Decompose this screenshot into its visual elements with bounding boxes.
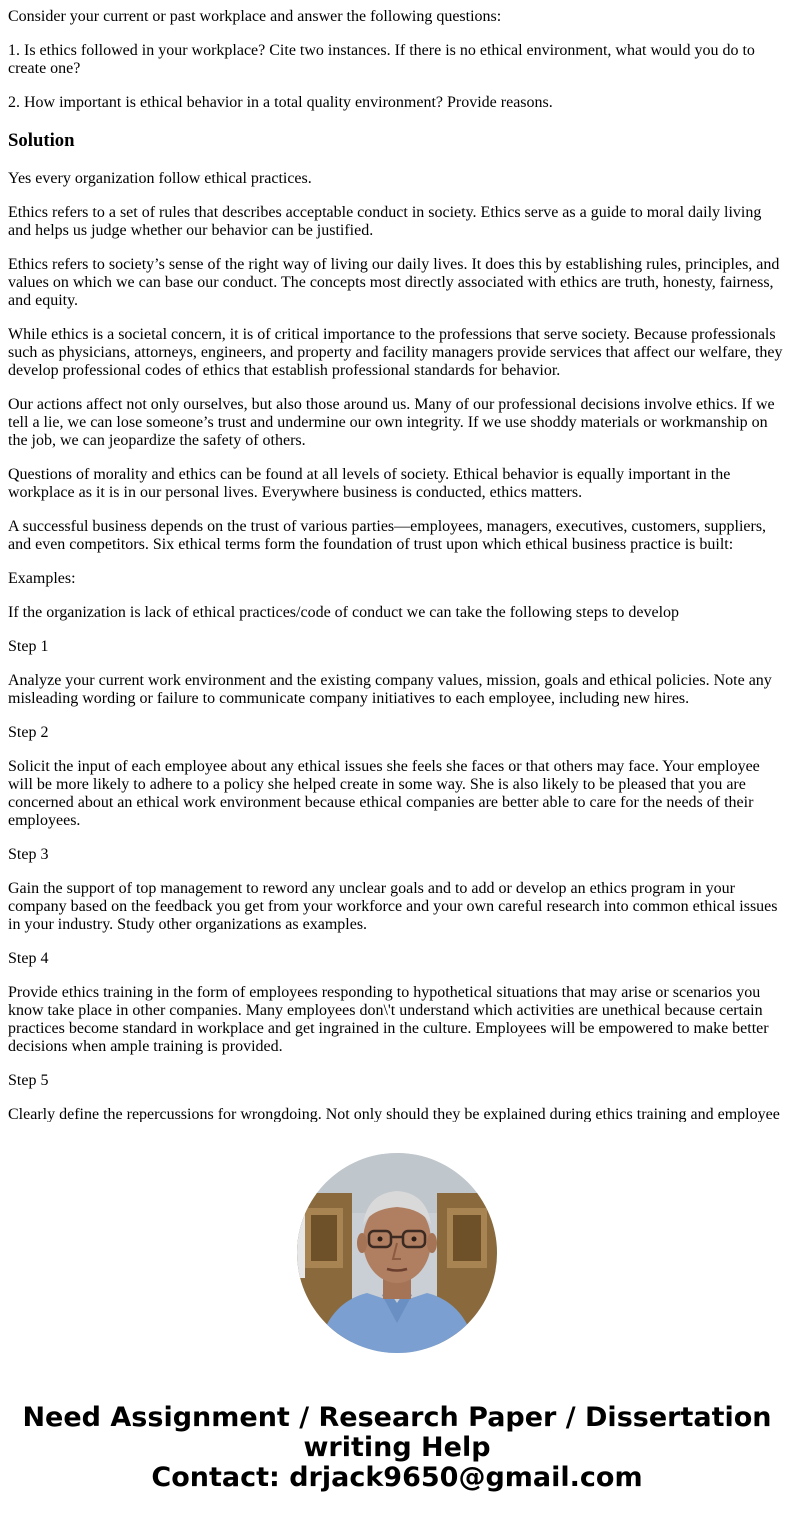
step-label: Step 4 — [8, 950, 49, 967]
promo-line: Need Assignment / Research Paper / Dissertation — [22, 1402, 772, 1433]
solution-paragraph: Questions of morality and ethics can be found at all levels of society. Ethical behavior is equally important in the workplace as it is in our personal lives. Everywhere business is conducted, ethics matters. — [8, 466, 731, 501]
solution-paragraph: Our actions affect not only ourselves, but also those around us. Many of our professional decisions involve ethics. If we tell a lie, we can lose someone’s trust and undermine our own integrity. If we use shoddy materials or workmanship on the job, we can jeopardize the safety of others. — [8, 396, 775, 449]
question-intro: Consider your current or past workplace and answer the following questions: — [8, 8, 502, 25]
step-label: Step 2 — [8, 724, 49, 741]
solution-paragraph: Ethics refers to a set of rules that describes acceptable conduct in society. Ethics serve as a guide to moral daily living and helps us judge whether our behavior can be justified. — [8, 204, 762, 239]
solution-heading: Solution — [8, 130, 75, 151]
contact-line: Contact: drjack9650@gmail.com — [151, 1462, 643, 1493]
author-photo — [297, 1153, 497, 1353]
solution-paragraph: If the organization is lack of ethical practices/code of conduct we can take the following steps to develop — [8, 604, 680, 621]
solution-paragraph: A successful business depends on the trust of various parties—employees, managers, executives, customers, suppliers, and even competitors. Six ethical terms form the foundation of trust upon which ethical business practice is built: — [8, 518, 767, 553]
solution-paragraph: Gain the support of top management to reword any unclear goals and to add or develop an ethics program in your company based on the feedback you get from your workforce and your own careful research into common ethical issues in your industry. Study other organizations as examples. — [8, 880, 778, 933]
document-body — [8, 0, 786, 1122]
solution-paragraph: Analyze your current work environment and the existing company values, mission, goals and ethical policies. Note any misleading wording or failure to communicate company initiatives to each employee, including new hires. — [8, 672, 772, 707]
solution-paragraph: Examples: — [8, 570, 76, 587]
solution-paragraph: While ethics is a societal concern, it is of critical importance to the professions that serve society. Because professionals such as physicians, attorneys, engineers, and property and facility managers provide services that affect our welfare, they develop professional codes of ethics that establish professional standards for behavior. — [8, 326, 783, 379]
help-promo — [0, 1403, 794, 1493]
step-label: Step 3 — [8, 846, 49, 863]
solution-paragraph: Ethics refers to society’s sense of the right way of living our daily lives. It does this by establishing rules, principles, and values on which we can base our conduct. The concepts most directly associated with ethics are truth, honesty, fairness, and equity. — [8, 256, 780, 309]
promo-line: writing Help — [303, 1432, 491, 1463]
solution-paragraph: Provide ethics training in the form of employees responding to hypothetical situations that may arise or scenarios you know take place in other companies. Many employees don\'t understand which activities are unethical because certain practices become standard in workplace and get ingrained in the culture. Employees will be empowered to make better decisions when ample training is provided. — [8, 984, 769, 1055]
solution-paragraph: Yes every organization follow ethical practices. — [8, 170, 312, 187]
step-label: Step 1 — [8, 638, 49, 655]
solution-paragraph: Solicit the input of each employee about any ethical issues she feels she faces or that others may face. Your employee will be more likely to adhere to a policy she helped create in some way. She is also likely to be pleased that you are concerned about an ethical work environment because ethical companies are better able to care for the needs of their employees. — [8, 758, 760, 829]
step-label: Step 5 — [8, 1072, 49, 1089]
question-2: 2. How important is ethical behavior in a total quality environment? Provide reasons. — [8, 94, 553, 111]
portrait-illustration — [297, 1153, 497, 1353]
solution-paragraph: Clearly define the repercussions for wrongdoing. Not only should they be explained during ethics training and employee — [8, 1106, 780, 1122]
question-1: 1. Is ethics followed in your workplace? Cite two instances. If there is no ethical environment, what would you do to create one? — [8, 42, 755, 77]
